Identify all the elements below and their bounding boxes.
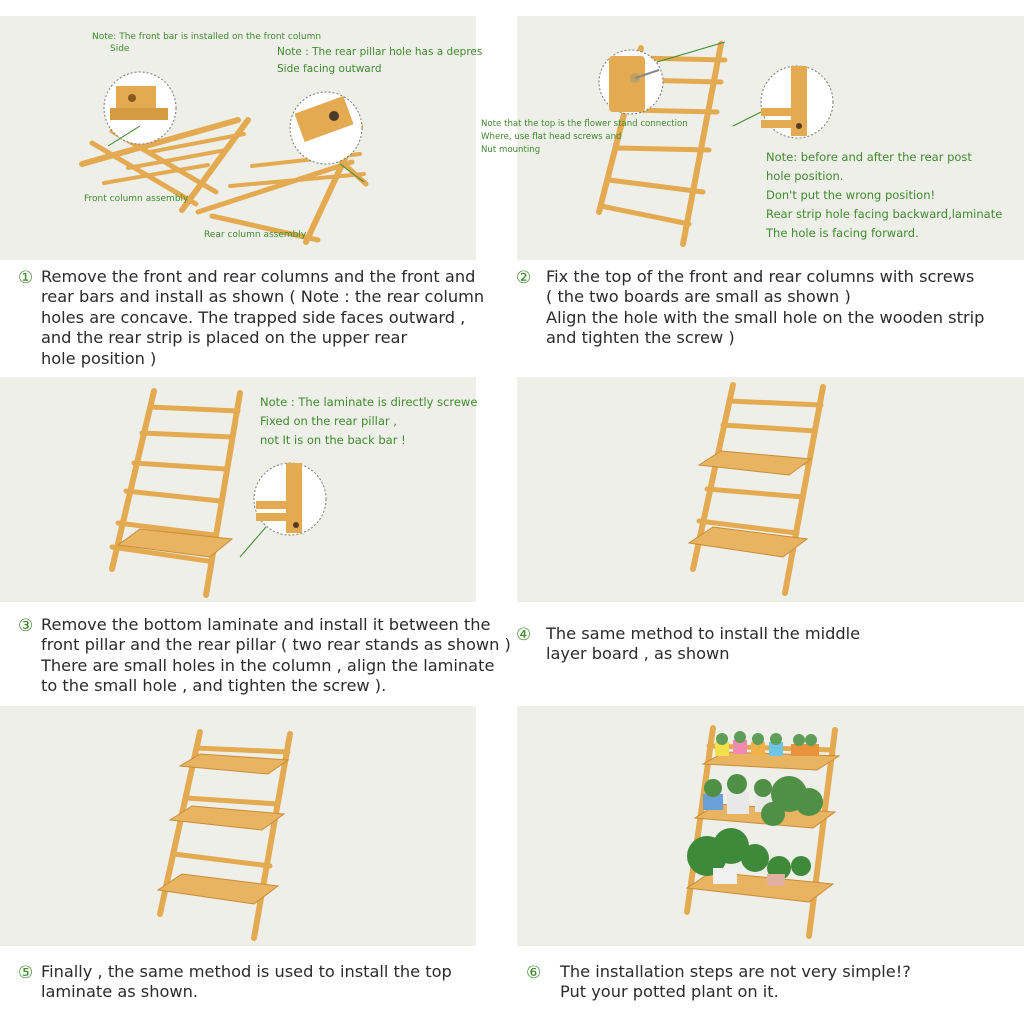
step-line: laminate as shown.: [41, 982, 199, 1002]
label-rear-column-assembly: Rear column assembly: [204, 230, 307, 240]
note-line: Note: before and after the rear post: [766, 150, 972, 164]
step-line: There are small holes in the column , align the laminate: [41, 655, 495, 675]
panel-step2-image: [481, 16, 1024, 260]
step-4-text: [516, 624, 1006, 666]
step-6-text: [526, 962, 1006, 1004]
panel-step6-image: [517, 706, 1024, 946]
note-line: Note : The rear pillar hole has a depres: [277, 46, 483, 58]
note-rear-pillar: [277, 44, 482, 78]
panel-step1-image: [0, 16, 483, 260]
step-number: ②: [516, 268, 532, 288]
label-front-column-assembly: Front column assembly: [84, 194, 189, 204]
panel-step4-image: [517, 377, 1024, 602]
step-2-text: [516, 267, 1016, 349]
step-5-text: [18, 962, 488, 1004]
top-laminate-illustration: [0, 706, 476, 946]
step-line: Put your potted plant on it.: [560, 982, 779, 1002]
panel-step3-image: [0, 377, 476, 602]
step-line: Finally , the same method is used to install the top: [41, 962, 452, 981]
step-line: The same method to install the middle: [546, 624, 861, 643]
note-line: hole position.: [766, 169, 844, 183]
note-line: Note : The laminate is directly screwe: [260, 395, 478, 409]
step-line: and tighten the screw ): [546, 328, 735, 348]
middle-layer-illustration: [517, 377, 1024, 602]
note-top-connection: [481, 118, 688, 157]
step-line: layer board , as shown: [546, 644, 730, 664]
note-line: Nut mounting: [481, 145, 541, 155]
step-1-text: [18, 267, 485, 369]
note-line: Note: The front bar is installed on the front column: [92, 32, 322, 42]
note-line: not It is on the back bar !: [260, 433, 406, 447]
note-line: Side facing outward: [277, 63, 382, 75]
note-line: Note that the top is the flower stand connection: [481, 119, 688, 129]
step-number: ⑥: [526, 963, 542, 983]
note-line: Fixed on the rear pillar ,: [260, 414, 397, 428]
step-line: hole position ): [41, 348, 157, 368]
step-line: ( the two boards are small as shown ): [546, 287, 851, 307]
finished-stand-with-plants: [517, 706, 1024, 946]
step-line: holes are concave. The trapped side faces outward ,: [41, 307, 466, 327]
panel-step5-image: [0, 706, 476, 946]
step-line: to the small hole , and tighten the screw ).: [41, 676, 387, 696]
note-rear-post: [766, 148, 1002, 243]
note-line: The hole is facing forward.: [766, 226, 919, 240]
step-line: rear bars and install as shown ( Note : the rear column: [41, 287, 485, 307]
step-line: Fix the top of the front and rear columns with screws: [546, 267, 975, 286]
step-line: Align the hole with the small hole on the wooden strip: [546, 307, 985, 327]
note-laminate: [260, 393, 477, 450]
note-line: Rear strip hole facing backward,laminate: [766, 207, 1003, 221]
step-number: ①: [18, 268, 34, 288]
step-line: Remove the front and rear columns and the front and: [41, 267, 476, 286]
step-line: and the rear strip is placed on the upper rear: [41, 328, 408, 348]
step-line: front pillar and the rear pillar ( two rear stands as shown ): [41, 635, 511, 655]
note-line: Side: [110, 44, 130, 54]
step-line: Remove the bottom laminate and install it between the: [41, 615, 491, 634]
step-line: The installation steps are not very simple!?: [560, 962, 911, 981]
step-number: ④: [516, 625, 532, 645]
step-number: ③: [18, 616, 34, 636]
step-3-text: [18, 615, 511, 697]
step-number: ⑤: [18, 963, 34, 983]
note-line: Where, use flat head screws and: [481, 132, 622, 142]
note-line: Don't put the wrong position!: [766, 188, 936, 202]
